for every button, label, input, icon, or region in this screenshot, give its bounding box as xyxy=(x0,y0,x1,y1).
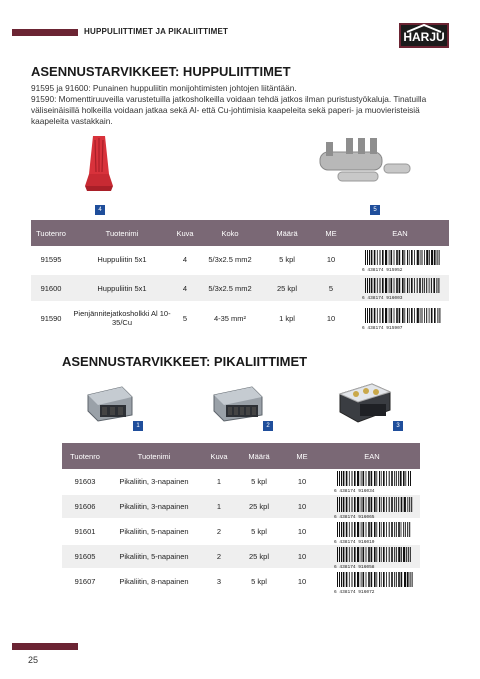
barcode xyxy=(333,551,411,570)
cell-quantity: 5 kpl xyxy=(279,255,295,264)
table-row xyxy=(31,302,449,334)
cell-ean xyxy=(351,246,449,274)
cell-package-unit: 10 xyxy=(297,552,307,561)
barcode-number: 6 438174 915952 xyxy=(362,267,403,273)
image-badge: 1 xyxy=(133,421,143,431)
cell-product-name: Huppuliitin 5x1 xyxy=(97,283,147,293)
barcode xyxy=(361,283,439,301)
table-row xyxy=(62,569,420,594)
cell-image-ref: 1 xyxy=(216,476,222,486)
cell-product-name: Huppuliitin 5x1 xyxy=(97,255,147,264)
push-connector-icon xyxy=(210,383,266,423)
cell-package-unit: 10 xyxy=(297,577,307,586)
table-row xyxy=(31,246,449,274)
barcode-number: 6 438174 915907 xyxy=(362,326,403,331)
logo-text: HARJU xyxy=(403,30,445,44)
image-badge: 3 xyxy=(393,421,403,431)
cell-image-ref: 2 xyxy=(216,552,222,561)
cell-quantity: 25 kpl xyxy=(248,552,269,561)
column-header: Määrä xyxy=(248,451,270,461)
section1-title: ASENNUSTARVIKKEET: HUPPULIITTIMET xyxy=(31,64,291,79)
cell-quantity: 25 kpl xyxy=(276,283,297,293)
cell-package-unit: 10 xyxy=(297,502,307,511)
barcode xyxy=(333,476,411,494)
cell-product-number: 91603 xyxy=(74,476,96,486)
product-table-1 xyxy=(31,220,449,335)
cell-package-unit: 5 xyxy=(328,283,334,293)
cell-product-name: Pikaliitin, 3-napainen xyxy=(119,502,189,511)
section1-desc-1: 91595 ja 91600: Punainen huppuliitin monijohtimisten johtojen liitäntään. xyxy=(31,83,297,93)
barcode-number: 6 438174 916065 xyxy=(334,514,375,520)
cell-image-ref: 4 xyxy=(182,255,188,264)
cell-ean xyxy=(324,519,420,544)
cell-quantity: 25 kpl xyxy=(248,502,269,511)
barcode xyxy=(333,576,411,595)
top-accent-bar xyxy=(12,29,78,36)
push-connector-icon xyxy=(82,383,136,423)
barcode-graphic xyxy=(333,547,411,570)
cell-ean xyxy=(324,544,420,569)
column-header: Koko xyxy=(221,228,239,238)
cell-product-name: Pikaliitin, 3-napainen xyxy=(119,476,189,486)
page-number: 25 xyxy=(28,655,39,665)
cell-product-name: Pikaliitin, 8-napainen xyxy=(119,577,189,586)
cell-product-name: Pikaliitin, 5-napainen xyxy=(119,552,189,561)
cell-image-ref: 4 xyxy=(182,283,188,293)
barcode xyxy=(333,526,411,545)
cell-package-unit: 10 xyxy=(326,255,336,264)
column-header: Kuva xyxy=(176,228,194,238)
cell-size: 5/3x2.5 mm2 xyxy=(208,255,252,264)
cell-package-unit: 10 xyxy=(297,476,307,486)
barcode-graphic xyxy=(333,497,411,520)
barcode-graphic xyxy=(361,308,439,331)
cell-product-number: 91606 xyxy=(74,502,96,511)
product-table-2 xyxy=(62,443,420,595)
image-badge: 2 xyxy=(263,421,273,431)
product-image-jatkosholkki xyxy=(308,134,418,196)
column-header: Tuotenro xyxy=(36,228,66,238)
column-header: Kuva xyxy=(210,451,228,461)
barcode-graphic xyxy=(333,572,411,595)
cell-product-number: 91595 xyxy=(40,255,62,264)
column-header: EAN xyxy=(364,451,380,461)
cell-ean xyxy=(351,274,449,302)
roof-icon xyxy=(405,24,443,33)
product-image-pikaliitin-5 xyxy=(210,383,266,423)
cell-quantity: 5 kpl xyxy=(251,577,267,586)
cell-image-ref: 5 xyxy=(182,313,188,323)
barcode-graphic xyxy=(361,250,439,273)
table-row xyxy=(62,469,420,494)
cell-image-ref: 2 xyxy=(216,527,222,536)
barcode-number: 6 438174 916072 xyxy=(334,589,375,595)
barcode xyxy=(361,313,439,331)
cell-size: 5/3x2.5 mm2 xyxy=(208,283,252,293)
barcode xyxy=(333,501,411,520)
column-header: ME xyxy=(296,451,308,461)
cell-package-unit: 10 xyxy=(326,313,336,323)
cell-size: 4-35 mm² xyxy=(213,313,247,323)
section-header: HUPPULIITTIMET JA PIKALIITTIMET xyxy=(84,27,229,36)
barcode-number: 6 438174 916003 xyxy=(362,296,403,301)
column-header: EAN xyxy=(392,228,408,238)
cell-ean xyxy=(324,569,420,594)
table-header-row xyxy=(62,443,420,469)
barcode-graphic xyxy=(333,471,411,494)
table-row xyxy=(62,544,420,569)
cell-ean xyxy=(351,302,449,334)
cell-product-number: 91607 xyxy=(74,577,96,586)
cell-product-number: 91601 xyxy=(74,527,96,536)
harju-logo xyxy=(399,23,449,48)
column-header: Tuotenimi xyxy=(105,228,139,238)
barcode-graphic xyxy=(333,522,411,545)
column-header: ME xyxy=(325,228,337,238)
table-row xyxy=(62,519,420,544)
cell-quantity: 5 kpl xyxy=(251,527,267,536)
barcode-number: 6 438174 916058 xyxy=(334,564,375,570)
push-connector-icon xyxy=(336,380,392,424)
table-row xyxy=(62,494,420,519)
bottom-accent-bar xyxy=(12,643,78,650)
cell-image-ref: 1 xyxy=(216,502,222,511)
table-row xyxy=(31,274,449,302)
cell-quantity: 5 kpl xyxy=(251,476,267,486)
cell-product-name: Pikaliitin, 5-napainen xyxy=(119,527,189,536)
product-image-pikaliitin-3 xyxy=(82,383,136,423)
section2-title: ASENNUSTARVIKKEET: PIKALIITTIMET xyxy=(62,354,308,369)
cell-product-number: 91605 xyxy=(74,552,96,561)
table-header-row xyxy=(31,220,449,246)
barcode-graphic xyxy=(361,278,439,301)
sleeve-connector-icon xyxy=(308,134,418,196)
cell-product-number: 91600 xyxy=(40,283,62,293)
barcode-number: 6 438174 916010 xyxy=(334,539,375,545)
product-image-pikaliitin-8 xyxy=(336,380,392,424)
cell-image-ref: 3 xyxy=(216,577,222,586)
column-header: Määrä xyxy=(276,228,298,238)
wire-nut-icon xyxy=(80,134,118,194)
barcode-number: 6 438174 916034 xyxy=(334,489,375,494)
cell-package-unit: 10 xyxy=(297,527,307,536)
cell-product-name: Pienjännitejatkosholkki Al 10-35/Cu xyxy=(73,309,171,327)
product-image-huppuliitin xyxy=(80,134,118,194)
cell-ean xyxy=(324,469,420,494)
column-header: Tuotenimi xyxy=(137,451,171,461)
image-badge: 4 xyxy=(95,205,105,215)
cell-ean xyxy=(324,494,420,519)
cell-product-number: 91590 xyxy=(40,313,62,323)
image-badge: 5 xyxy=(370,205,380,215)
cell-quantity: 1 kpl xyxy=(279,313,295,323)
section1-desc-2: 91590: Momenttiruuveilla varustetuilla jatkosholkeilla voidaan tehdä jatkos ilman puristustyökaluja. Tinatuilla väliseinäisillä holkeilla voidaan jatkaa sekä Al- että Cu-johtimisia kaapeleita sekä paperi- ja muovieristeisiä kaapeleita vastakkain. xyxy=(31,94,427,126)
column-header: Tuotenro xyxy=(70,451,100,461)
barcode xyxy=(361,254,439,273)
